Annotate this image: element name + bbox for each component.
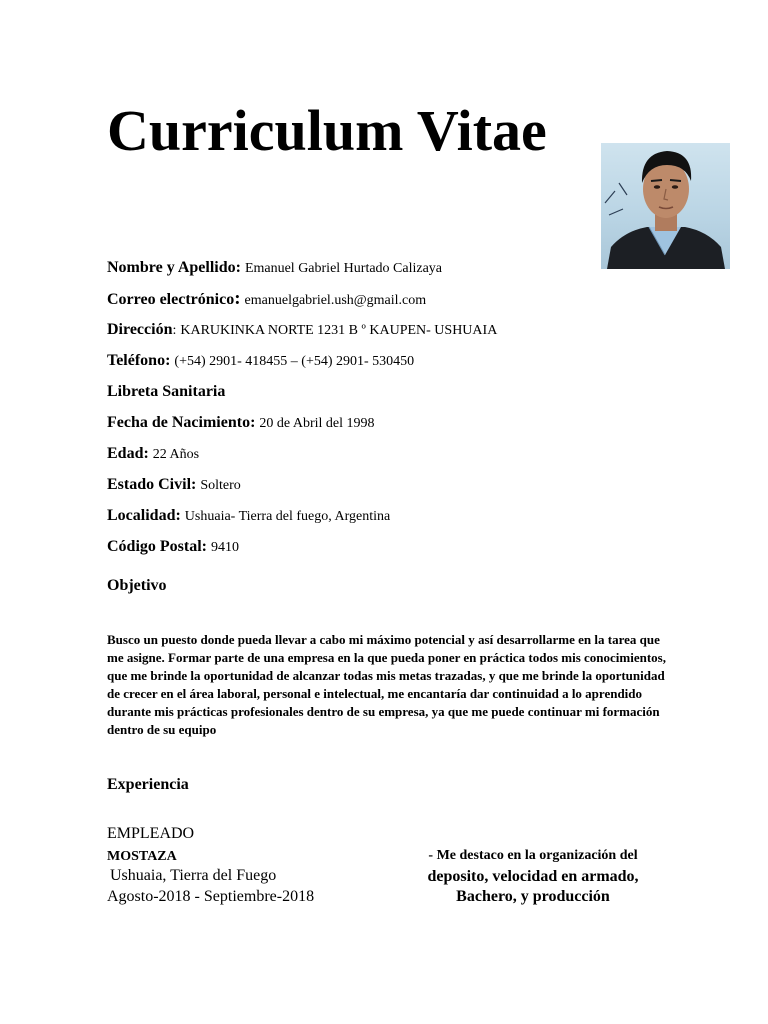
field-email [107, 289, 426, 308]
field-civil-status-value: Soltero [200, 478, 241, 493]
field-age-label: Edad: [107, 445, 149, 462]
field-name-value: Emanuel Gabriel Hurtado Calizaya [244, 261, 443, 276]
field-postal-code-label: Código Postal: [107, 538, 207, 555]
experience-company: MOSTAZA [107, 849, 177, 864]
objective-heading: Objetivo [107, 577, 167, 594]
field-phone-label: Teléfono: [107, 352, 171, 369]
field-address-value: KARUKINKA NORTE 1231 B º KAUPEN- USHUAIA [180, 323, 498, 338]
field-address-separator: : [172, 323, 177, 338]
field-address-label: Dirección [107, 321, 173, 338]
field-postal-code-value: 9410 [211, 540, 239, 555]
objective-text: Busco un puesto donde pueda llevar a cabo mi máximo potencial y así desarrollarme en la tarea que me asigne. Formar parte de una empresa en la que pueda poner en práctica todos mis conocimientos, que me brinde la oportunidad de alcanzar todas mis metas trazadas, y que me brinde la oportunidad de crecer en el área laboral, personal e intelectual, me encantaría dar continuidad a lo aprendido durante mis prácticas profesionales dentro de su empresa, ya que me puede continuar mi formación dentro de su equipo [107, 632, 666, 737]
field-name-label: Nombre y Apellido: [107, 259, 241, 276]
field-locality [107, 508, 390, 524]
document-title: Curriculum Vitae [107, 98, 547, 163]
experience-description-line-1: - Me destaco en la organización del [428, 848, 638, 863]
field-birth-date [107, 415, 375, 431]
field-email-value: emanuelgabriel.ush@gmail.com [244, 293, 427, 308]
field-civil-status-label: Estado Civil: [107, 476, 197, 493]
field-postal-code [107, 539, 239, 555]
experience-dates: Agosto-2018 - Septiembre-2018 [107, 888, 315, 905]
field-birth-date-value: 20 de Abril del 1998 [259, 416, 375, 431]
field-age-value: 22 Años [152, 447, 200, 462]
field-civil-status [107, 477, 241, 493]
field-name [107, 260, 442, 276]
experience-description [410, 849, 656, 905]
field-health-card [107, 384, 225, 400]
field-health-card-label: Libreta Sanitaria [107, 383, 226, 400]
experience-description-line-3: Bachero, y producción [456, 888, 610, 905]
field-locality-label: Localidad: [107, 507, 181, 524]
person-portrait-icon [601, 143, 730, 269]
experience-place: Ushuaia, Tierra del Fuego [110, 867, 277, 884]
experience-role: EMPLEADO [107, 825, 195, 842]
profile-photo [601, 143, 730, 269]
field-phone [107, 353, 414, 369]
experience-heading: Experiencia [107, 776, 189, 793]
field-locality-value: Ushuaia- Tierra del fuego, Argentina [184, 509, 391, 524]
field-address [107, 322, 497, 338]
experience-description-line-2: deposito, velocidad en armado, [427, 868, 639, 885]
field-email-separator: : [234, 288, 241, 309]
field-age [107, 446, 199, 462]
field-email-label: Correo electrónico [107, 291, 235, 308]
field-birth-date-label: Fecha de Nacimiento: [107, 414, 256, 431]
field-phone-value: (+54) 2901- 418455 – (+54) 2901- 530450 [174, 354, 415, 369]
